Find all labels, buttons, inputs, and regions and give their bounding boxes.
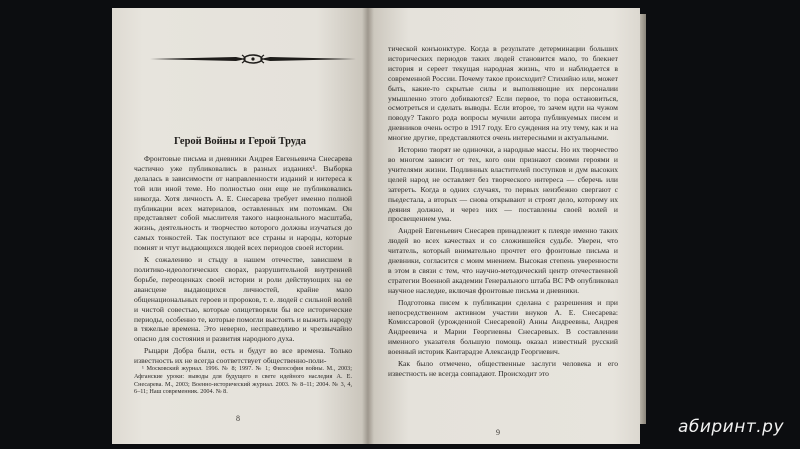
- page-number-right: 9: [496, 428, 500, 437]
- right-page: [368, 8, 640, 444]
- paragraph: Фронтовые письма и дневники Андрея Евгеньевича Снесарева частично уже публиковались в разных изданиях¹. Выборка делалась в зависимости от направленности изданий и интереса к той или иной теме. Но полностью они еще не публиковались никогда. Хотя личность А. Е. Снесарева требует именно полной публикации всех материалов, оставленных им потомкам. Он представляет собой мыслителя такого национального масштаба, жизнь, деятельность и творчество которого должны изучаться до самых тонкостей. Так поступают все страны и народы, которые помнят и чтут выдающихся людей всех периодов своей истории.: [134, 154, 352, 253]
- ornament-divider-icon: [148, 52, 358, 66]
- page-edge: [640, 14, 646, 424]
- page-number-left: 8: [236, 414, 240, 423]
- footnote: ¹ Московский журнал. 1996. № 8; 1997. № 1; Философия войны. М., 2003; Афганские уроки: выводы для будущего в свете идейного наследия А. Е. Снесарева. М., 2003; Военно-исторический журнал. 2003. № 8–11; 2004. № 3, 4, 6–11; Наш современник. 2004. № 8.: [134, 365, 352, 396]
- right-body-text: [388, 44, 618, 381]
- left-page: [112, 8, 368, 444]
- chapter-heading: Герой Войны и Герой Труда: [174, 136, 306, 147]
- watermark-logo: абиринт.ру: [677, 417, 784, 437]
- paragraph: К сожалению и стыду в нашем отечестве, зависшем в политико-идеологических сворах, разрушительной внутренней борьбе, переоценках своей истории и роли действующих на ее авансцене выдающихся личностей, крайне мало общенациональных героев и пророков, т. е. людей с сильной волей и чистой совестью, которые олицетворяли бы все исторические периоды, особенно те, которые помогли выстоять и выжить народу в тяжелые времена. Это неверно, несправедливо и чрезвычайно опасно для состояния и развития народного духа.: [134, 255, 352, 344]
- paragraph: тической конъюнктуре. Когда в результате детерминации больших исторических периодов таких людей становится мало, то блекнет история и сереет текущая народная жизнь, что и наблюдается в современной России. Почему такое происходит? Стихийно или, может быть, какие-то скрытые силы и выполняющие их персоналии умышленно этого добиваются? Если первое, то пора остановиться, осмотреться и сделать выводы. Если второе, то зачем идти на чужом поводу? Такого рода вопросы мучили автора публикуемых писем и дневников очень остро в 1917 году. Его суждения на эту тему, как и на многие другие, представляются очень интересными и актуальными.: [388, 44, 618, 143]
- paragraph: Как было отмечено, общественные заслуги человека и его известность не всегда совпадают. Происходит это: [388, 359, 618, 378]
- paragraph: Рыцари Добра были, есть и будут во все времена. Только известность их не всегда соответствует общественно-поли-: [134, 346, 352, 366]
- left-body-text: [134, 154, 352, 368]
- paragraph: Андрей Евгеньевич Снесарев принадлежит к плеяде именно таких людей во всех качествах и со сложившейся судьбе. Уверен, что читатель, который внимательно прочтет его фронтовые письма и дневники, согласится с моим мнением. Высокая степень уверенности в этом в связи с тем, что научно-методический центр отечественной стратегии Военной академии Генерального штаба ВС РФ опубликовал научное наследие, включая фронтовые письма и дневники.: [388, 226, 618, 295]
- footnotes: [134, 365, 352, 397]
- paragraph: Подготовка писем к публикации сделана с разрешения и при непосредственном активном участии внуков А. Е. Снесарева: Комиссаровой (урожденной Снесаревой) Анны Андреевны, Андрея Андреевича и Марии Георгиевны Снесаревых. В составлении именного указателя большую помощь оказал известный русский военный историк Кантарадзе Александр Георгиевич.: [388, 297, 618, 357]
- paragraph: Историю творят не одиночки, а народные массы. Но их творчество во многом зависит от тех, кого они признают своими героями и учителями жизни. Подлинных властителей поступков и дум высоких целей народ не оставляет без творческого интереса — сберечь или затереть. Когда в одних случаях, то первых неизбежно свергают с пьедестала, а вторых — снова открывают и строят дело, которому их деяния должно, и через них — поставлены своей волей и просвещением ума.: [388, 145, 618, 224]
